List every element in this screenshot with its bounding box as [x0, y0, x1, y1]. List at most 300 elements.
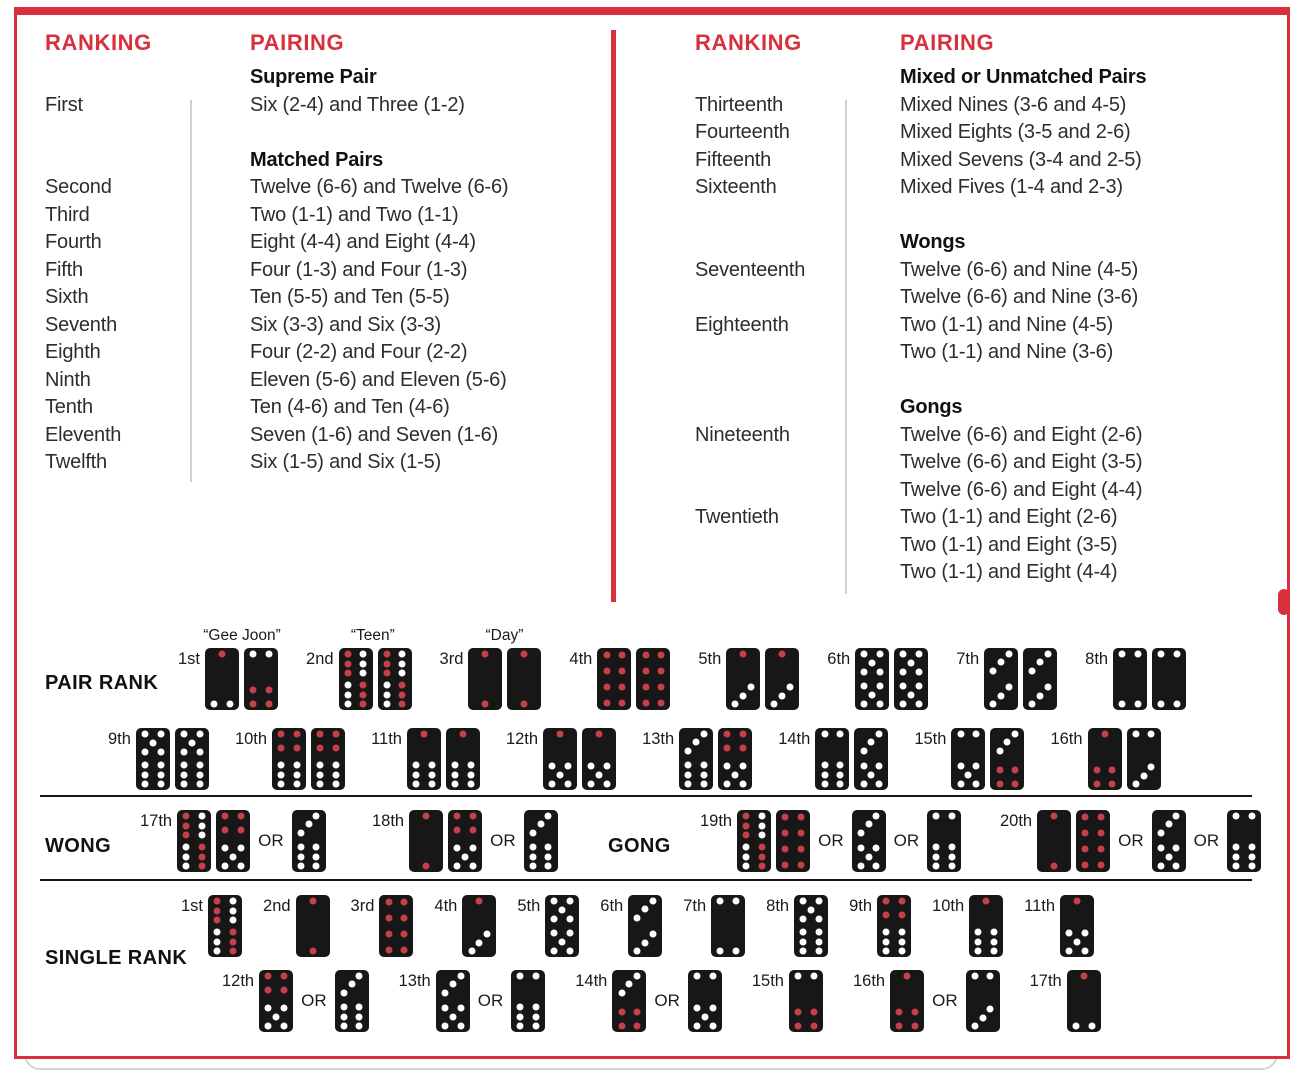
- white-pip: [877, 682, 884, 689]
- tile-group-5th: [517, 895, 579, 957]
- red-pip: [634, 1023, 641, 1030]
- pairing-cell: Two (1-1) and Two (1-1): [250, 203, 459, 226]
- red-pip: [293, 745, 300, 752]
- tiles: [794, 895, 828, 957]
- ranking-cell: [695, 284, 900, 312]
- red-pip: [642, 684, 649, 691]
- tile-group-12th: [506, 728, 616, 790]
- red-pip: [740, 730, 747, 737]
- tile-group-4th: [569, 648, 670, 710]
- domino-tile-1-3: [726, 648, 760, 710]
- white-pip: [265, 1023, 272, 1030]
- rank-label: 9th: [849, 897, 873, 915]
- rank-label: 9th: [108, 730, 131, 748]
- white-pip: [356, 1013, 363, 1020]
- rank-label: 13th: [398, 972, 431, 990]
- table-row: [695, 532, 1270, 560]
- white-pip: [237, 844, 244, 851]
- white-pip: [979, 1014, 986, 1021]
- domino-tile-4-4: [597, 648, 631, 710]
- red-pip: [797, 862, 804, 869]
- red-pip: [278, 730, 285, 737]
- table-row: [695, 477, 1270, 505]
- red-pip: [758, 853, 765, 860]
- domino-tile-2-3: [966, 970, 1000, 1032]
- tile-group-4th: [434, 895, 496, 957]
- white-pip: [280, 1004, 287, 1011]
- white-pip: [990, 667, 997, 674]
- white-pip: [441, 989, 448, 996]
- white-pip: [808, 906, 815, 913]
- tile-group-1st: [181, 895, 242, 957]
- red-pip: [996, 766, 1003, 773]
- white-pip: [462, 854, 469, 861]
- white-pip: [724, 762, 731, 769]
- white-pip: [399, 650, 406, 657]
- red-pip: [782, 862, 789, 869]
- red-pip: [658, 667, 665, 674]
- red-pip: [401, 914, 408, 921]
- red-pip: [214, 907, 221, 914]
- white-pip: [694, 1023, 701, 1030]
- white-pip: [975, 928, 982, 935]
- rank-label: 2nd: [263, 897, 291, 915]
- white-pip: [340, 1023, 347, 1030]
- white-pip: [457, 1023, 464, 1030]
- white-pip: [452, 781, 459, 788]
- white-pip: [883, 928, 890, 935]
- red-pip: [229, 948, 236, 955]
- white-pip: [293, 781, 300, 788]
- red-pip: [265, 987, 272, 994]
- rank-label: 5th: [698, 650, 722, 668]
- red-pip: [896, 1008, 903, 1015]
- tile-group-17th: [140, 810, 326, 872]
- pairing-cell: Ten (4-6) and Ten (4-6): [250, 396, 450, 418]
- white-pip: [861, 669, 868, 676]
- white-pip: [340, 989, 347, 996]
- white-pip: [317, 781, 324, 788]
- column-separator: [190, 100, 192, 482]
- table-row: [45, 229, 605, 257]
- table-row: [695, 559, 1270, 587]
- red-pip: [603, 667, 610, 674]
- white-pip: [758, 822, 765, 829]
- domino-tile-2-6: [927, 810, 961, 872]
- white-pip: [810, 973, 817, 980]
- white-pip: [1248, 813, 1255, 820]
- ranking-cell: Fifth: [45, 258, 83, 281]
- red-pip: [1012, 766, 1019, 773]
- white-pip: [900, 701, 907, 708]
- red-pip: [1097, 862, 1104, 869]
- white-pip: [183, 853, 190, 860]
- white-pip: [517, 1013, 524, 1020]
- white-pip: [740, 781, 747, 788]
- white-pip: [181, 761, 188, 768]
- white-pip: [933, 853, 940, 860]
- white-pip: [1029, 701, 1036, 708]
- rank-label: 12th: [222, 972, 255, 990]
- red-pip: [795, 1023, 802, 1030]
- rank-label: 16th: [1050, 730, 1083, 748]
- rank-label: 11th: [371, 730, 402, 748]
- white-pip: [642, 939, 649, 946]
- red-pip: [1109, 781, 1116, 788]
- white-pip: [998, 692, 1005, 699]
- white-pip: [142, 730, 149, 737]
- white-pip: [344, 681, 351, 688]
- white-pip: [898, 948, 905, 955]
- white-pip: [837, 761, 844, 768]
- white-pip: [685, 761, 692, 768]
- white-pip: [250, 651, 257, 658]
- tiles: [1113, 648, 1186, 710]
- white-pip: [1173, 812, 1180, 819]
- white-pip: [1037, 692, 1044, 699]
- white-pip: [1081, 948, 1088, 955]
- pairing-cell: Mixed or Unmatched Pairs: [900, 66, 1147, 88]
- white-pip: [837, 731, 844, 738]
- red-pip: [1012, 781, 1019, 788]
- pair-rank-row-2: [108, 728, 1161, 790]
- white-pip: [517, 1023, 524, 1030]
- gong-section-label: GONG: [608, 835, 671, 857]
- ranking-cell: [695, 532, 900, 560]
- pairing-cell: Two (1-1) and Eight (3-5): [900, 533, 1118, 556]
- white-pip: [873, 844, 880, 851]
- pairing-cell: Twelve (6-6) and Twelve (6-6): [250, 176, 509, 198]
- table-header-row: [45, 30, 605, 56]
- domino-tile-3-6: [292, 810, 326, 872]
- red-pip: [332, 730, 339, 737]
- white-pip: [971, 1023, 978, 1030]
- tiles: [789, 970, 823, 1032]
- white-pip: [198, 812, 205, 819]
- white-pip: [157, 771, 164, 778]
- tiles: [815, 728, 888, 790]
- domino-tile-1-1: [296, 895, 330, 957]
- ranking-cell: Sixth: [45, 286, 89, 308]
- table-body: [695, 64, 1270, 587]
- red-pip: [344, 650, 351, 657]
- white-pip: [273, 1014, 280, 1021]
- white-pip: [973, 762, 980, 769]
- tile-group-15th: [752, 970, 823, 1032]
- white-pip: [1044, 650, 1051, 657]
- red-pip: [911, 1023, 918, 1030]
- tile-group-3rd: [439, 627, 542, 710]
- white-pip: [545, 843, 552, 850]
- or-label: OR: [932, 991, 958, 1010]
- white-pip: [1173, 651, 1180, 658]
- white-pip: [1088, 1022, 1095, 1029]
- white-pip: [454, 844, 461, 851]
- pairing-cell: Six (3-3) and Six (3-3): [250, 313, 442, 336]
- white-pip: [724, 781, 731, 788]
- white-pip: [1012, 730, 1019, 737]
- red-pip: [521, 651, 528, 658]
- domino-tile-1-2: [1067, 970, 1101, 1032]
- domino-tile-3-3: [628, 895, 662, 957]
- white-pip: [529, 843, 536, 850]
- white-pip: [229, 897, 236, 904]
- rank-label: 7th: [683, 897, 707, 915]
- red-pip: [724, 745, 731, 752]
- white-pip: [634, 972, 641, 979]
- white-pip: [877, 701, 884, 708]
- white-pip: [142, 771, 149, 778]
- table-row: [45, 284, 605, 312]
- domino-tile-4-4: [379, 895, 413, 957]
- white-pip: [748, 684, 755, 691]
- pairing-cell: Eleven (5-6) and Eleven (5-6): [250, 368, 507, 391]
- rank-label: 19th: [700, 812, 733, 830]
- domino-tile-1-6: [446, 728, 480, 790]
- domino-tile-4-5: [448, 810, 482, 872]
- white-pip: [800, 938, 807, 945]
- white-pip: [1173, 700, 1180, 707]
- white-pip: [815, 897, 822, 904]
- tiles: [737, 810, 961, 872]
- white-pip: [567, 916, 574, 923]
- white-pip: [1248, 843, 1255, 850]
- white-pip: [340, 1003, 347, 1010]
- white-pip: [428, 771, 435, 778]
- white-pip: [883, 948, 890, 955]
- gong-group-20: [1000, 810, 1261, 872]
- or-label: OR: [654, 991, 680, 1010]
- table-spacer: [695, 202, 1270, 230]
- red-pip: [229, 928, 236, 935]
- pairing-cell: Mixed Nines (3-6 and 4-5): [900, 93, 1127, 116]
- red-pip: [183, 832, 190, 839]
- white-pip: [278, 771, 285, 778]
- tiles: [969, 895, 1003, 957]
- white-pip: [1157, 829, 1164, 836]
- white-pip: [198, 832, 205, 839]
- table-row: [695, 119, 1270, 147]
- pairing-cell: [900, 202, 1270, 230]
- red-pip: [1093, 781, 1100, 788]
- red-pip: [658, 651, 665, 658]
- white-pip: [685, 781, 692, 788]
- white-pip: [821, 731, 828, 738]
- tile-group-1st: [178, 627, 281, 710]
- domino-tile-3-4: [990, 728, 1024, 790]
- domino-tile-4-5: [259, 970, 293, 1032]
- white-pip: [332, 781, 339, 788]
- white-pip: [973, 731, 980, 738]
- red-pip: [222, 827, 229, 834]
- white-pip: [1233, 853, 1240, 860]
- table-spacer: [45, 119, 605, 147]
- red-pip: [385, 947, 392, 954]
- tile-group-2nd: [263, 895, 330, 957]
- white-pip: [344, 701, 351, 708]
- tile-group-16th: [853, 970, 1000, 1032]
- tile-group-3rd: [351, 895, 414, 957]
- or-label: OR: [301, 991, 327, 1010]
- white-pip: [428, 781, 435, 788]
- tile-group-7th: [683, 895, 745, 957]
- red-pip: [1082, 862, 1089, 869]
- white-pip: [948, 843, 955, 850]
- white-pip: [900, 650, 907, 657]
- white-pip: [987, 1006, 994, 1013]
- white-pip: [965, 772, 972, 779]
- white-pip: [142, 761, 149, 768]
- tile-group-2nd: [306, 627, 412, 710]
- white-pip: [865, 821, 872, 828]
- white-pip: [1005, 650, 1012, 657]
- red-pip: [1097, 813, 1104, 820]
- domino-tile-1-3: [765, 648, 799, 710]
- white-pip: [305, 821, 312, 828]
- table-row: [695, 284, 1270, 312]
- white-pip: [533, 1003, 540, 1010]
- white-pip: [214, 928, 221, 935]
- rank-label: 8th: [766, 897, 790, 915]
- pairing-cell: Twelve (6-6) and Eight (4-4): [900, 478, 1143, 501]
- red-pip: [198, 863, 205, 870]
- red-pip: [183, 822, 190, 829]
- white-pip: [898, 928, 905, 935]
- white-pip: [868, 772, 875, 779]
- rank-label: 2nd: [306, 650, 334, 668]
- gong-group-19: [700, 810, 961, 872]
- red-pip: [459, 731, 466, 738]
- white-pip: [650, 931, 657, 938]
- red-pip: [280, 972, 287, 979]
- red-pip: [399, 701, 406, 708]
- domino-tile-3-5: [852, 810, 886, 872]
- white-pip: [865, 854, 872, 861]
- ranking-cell: [695, 339, 900, 367]
- white-pip: [857, 863, 864, 870]
- white-pip: [383, 701, 390, 708]
- white-pip: [356, 972, 363, 979]
- white-pip: [758, 832, 765, 839]
- column-separator: [845, 100, 847, 594]
- tiles: [890, 970, 1000, 1032]
- white-pip: [222, 844, 229, 851]
- white-pip: [529, 863, 536, 870]
- domino-tile-1-4: [1088, 728, 1122, 790]
- white-pip: [1074, 939, 1081, 946]
- tiles: [462, 895, 496, 957]
- white-pip: [149, 739, 156, 746]
- ranking-cell: Fourteenth: [695, 121, 790, 143]
- red-pip: [309, 898, 316, 905]
- ranking-cell: Seventeenth: [695, 258, 806, 281]
- white-pip: [908, 659, 915, 666]
- domino-tile-5-5: [894, 648, 928, 710]
- white-pip: [957, 731, 964, 738]
- ranking-cell: Fourth: [45, 231, 102, 253]
- white-pip: [1029, 667, 1036, 674]
- or-label: OR: [1193, 831, 1220, 850]
- white-pip: [642, 906, 649, 913]
- red-pip: [1097, 829, 1104, 836]
- white-pip: [469, 863, 476, 870]
- white-pip: [916, 669, 923, 676]
- ranking-cell: Seventh: [45, 313, 117, 336]
- rank-label: 18th: [372, 812, 405, 830]
- single-rank-row-1: [181, 895, 1094, 957]
- white-pip: [709, 1023, 716, 1030]
- single-rank-row-2: [222, 970, 1101, 1032]
- tile-group-caption: “Gee Joon”: [203, 627, 281, 644]
- white-pip: [551, 897, 558, 904]
- white-pip: [815, 938, 822, 945]
- red-pip: [1093, 766, 1100, 773]
- ranking-cell: Nineteenth: [695, 423, 790, 446]
- white-pip: [1173, 863, 1180, 870]
- domino-tile-1-6: [407, 728, 441, 790]
- domino-tile-4-4: [636, 648, 670, 710]
- white-pip: [1132, 731, 1139, 738]
- white-pip: [860, 762, 867, 769]
- tiles: [379, 895, 413, 957]
- white-pip: [732, 772, 739, 779]
- or-label: OR: [477, 991, 504, 1010]
- white-pip: [987, 973, 994, 980]
- red-pip: [658, 684, 665, 691]
- red-pip: [332, 745, 339, 752]
- red-pip: [454, 827, 461, 834]
- red-pip: [782, 846, 789, 853]
- pairing-cell: Supreme Pair: [250, 66, 377, 88]
- tile-group-20th: [1000, 810, 1261, 872]
- red-pip: [603, 651, 610, 658]
- white-pip: [211, 700, 218, 707]
- tiles: [877, 895, 911, 957]
- white-pip: [694, 973, 701, 980]
- white-pip: [876, 762, 883, 769]
- red-pip: [983, 898, 990, 905]
- white-pip: [196, 730, 203, 737]
- rank-label: 12th: [505, 730, 539, 748]
- pair-rank-section-label: PAIR RANK: [45, 672, 159, 694]
- tiles: [296, 895, 330, 957]
- tile-group-caption: “Day”: [485, 627, 524, 644]
- red-pip: [1109, 766, 1116, 773]
- white-pip: [198, 822, 205, 829]
- domino-tile-5-6: [136, 728, 170, 790]
- domino-tile-1-5: [582, 728, 616, 790]
- white-pip: [815, 916, 822, 923]
- ranking-cell: Twentieth: [695, 506, 779, 528]
- white-pip: [975, 948, 982, 955]
- ranking-cell: [695, 202, 900, 230]
- white-pip: [356, 1023, 363, 1030]
- red-pip: [344, 660, 351, 667]
- white-pip: [399, 670, 406, 677]
- white-pip: [883, 938, 890, 945]
- white-pip: [533, 973, 540, 980]
- ranking-cell: [45, 147, 250, 175]
- red-pip: [454, 812, 461, 819]
- pairing-cell: Two (1-1) and Eight (2-6): [900, 506, 1118, 528]
- white-pip: [948, 853, 955, 860]
- pairing-cell: [250, 119, 605, 147]
- white-pip: [297, 863, 304, 870]
- red-pip: [423, 813, 430, 820]
- white-pip: [732, 701, 739, 708]
- white-pip: [861, 701, 868, 708]
- white-pip: [293, 761, 300, 768]
